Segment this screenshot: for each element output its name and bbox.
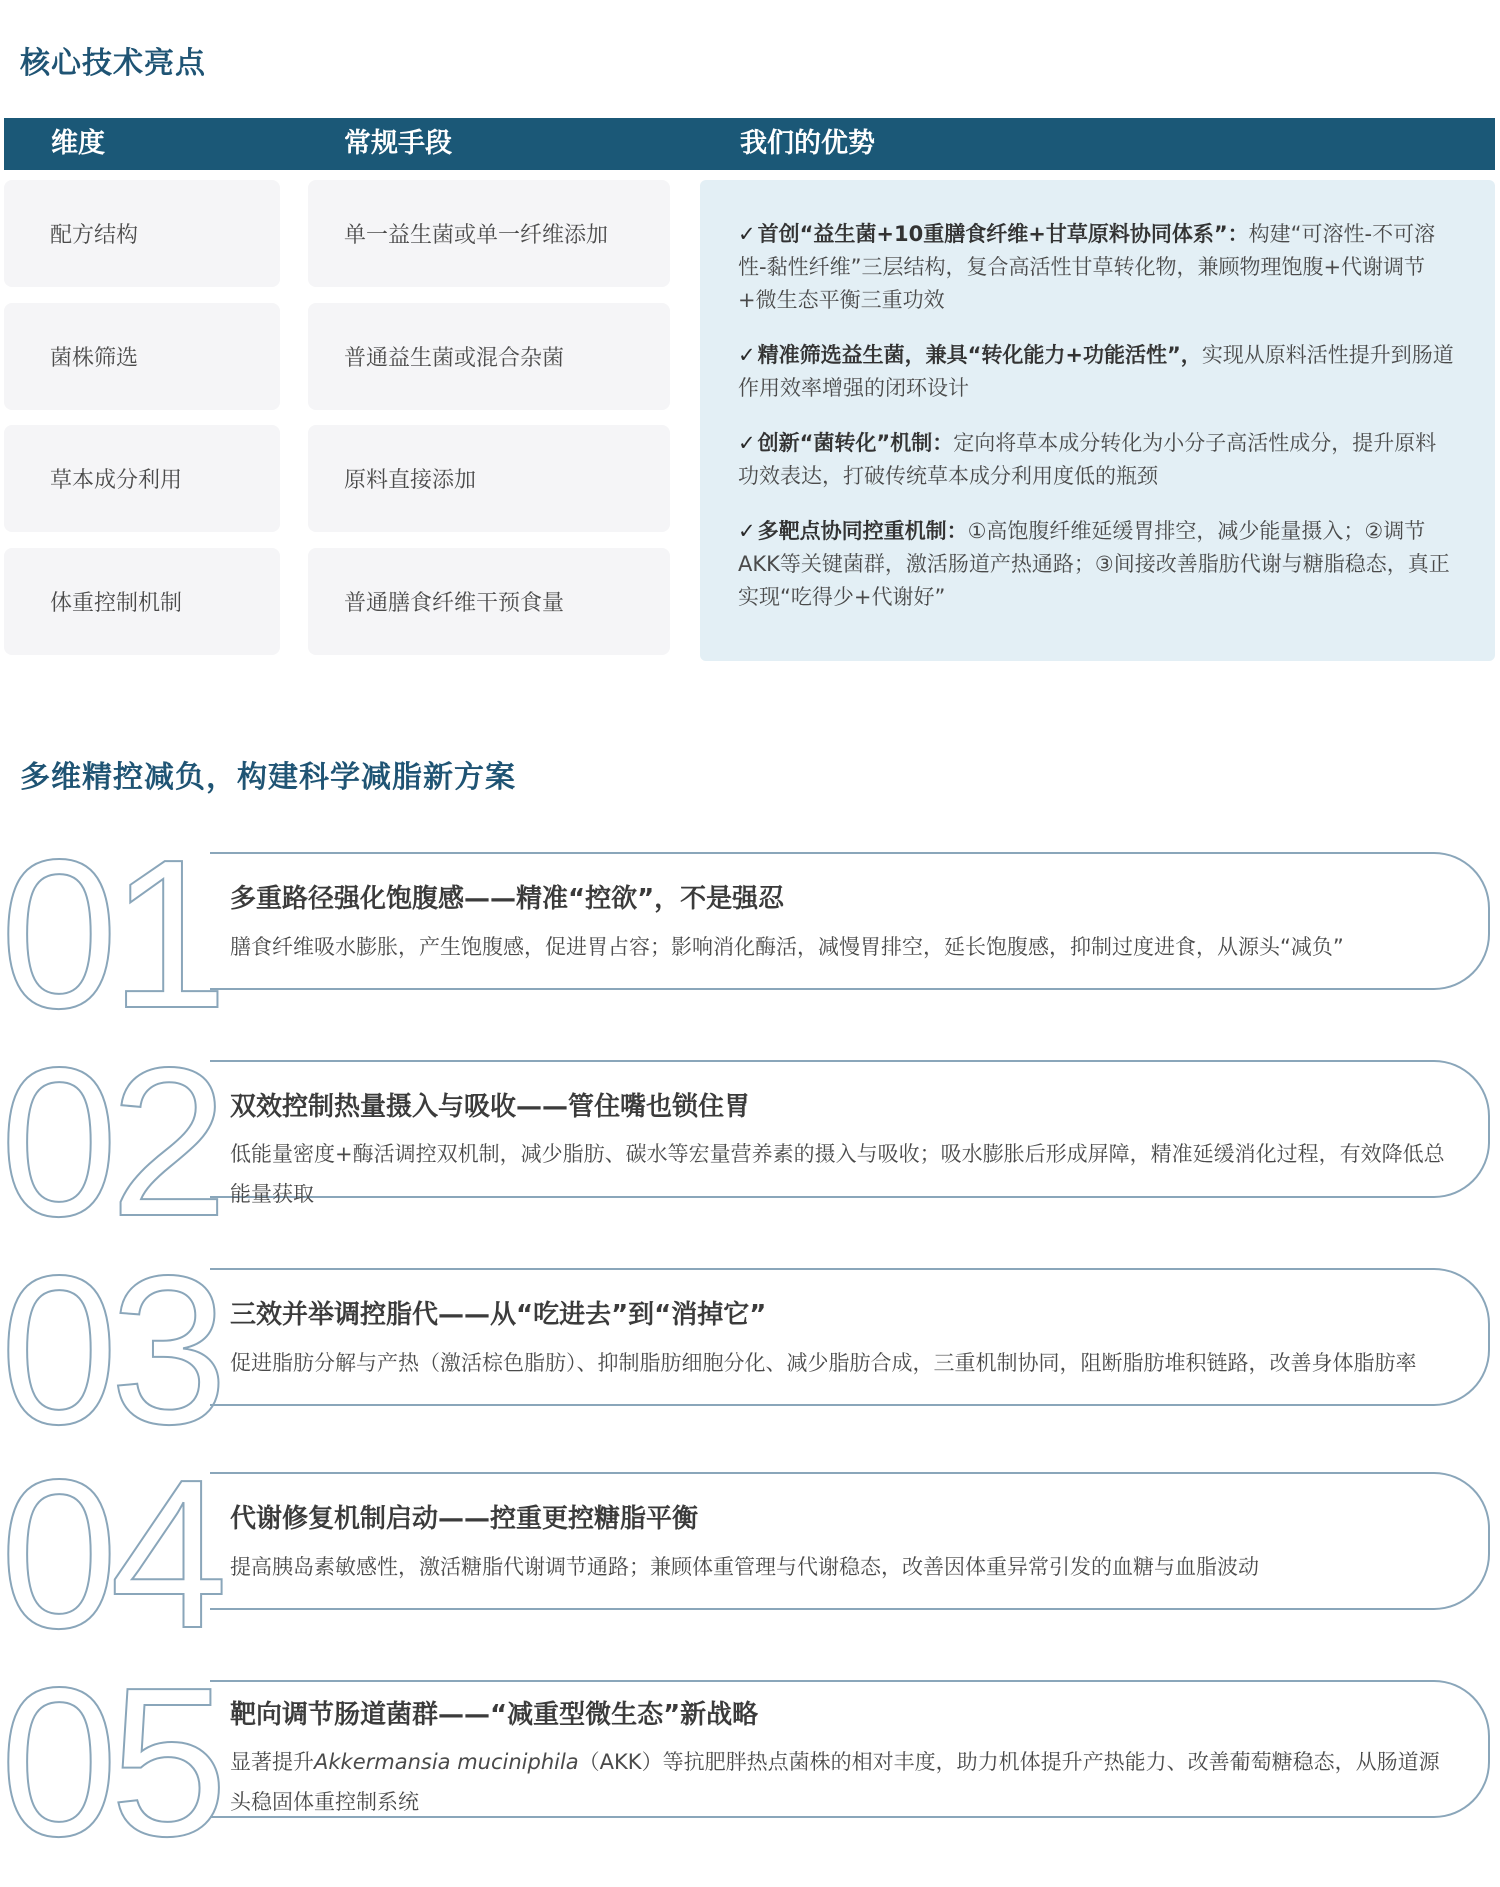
advantage-text: 定向将草本成分转化为小分子高活性成分，提升原料功效表达，打破传统草本成分利用度低的瓶颈 (738, 431, 1437, 488)
feature-number: 02 (0, 1023, 220, 1260)
dimension-cell: 菌株筛选 (4, 303, 280, 410)
advantages-panel (700, 180, 1495, 661)
dimension-cell: 草本成分利用 (4, 425, 280, 532)
conventional-cell: 普通益生菌或混合杂菌 (308, 303, 670, 410)
feature-card (210, 1472, 1490, 1610)
conventional-cell: 普通膳食纤维干预食量 (308, 548, 670, 655)
feature-desc-prefix: 显著提升 (230, 1750, 314, 1774)
feature-card (210, 1680, 1490, 1818)
feature-title: 代谢修复机制启动——控重更控糖脂平衡 (230, 1504, 699, 1534)
conventional-cell: 单一益生菌或单一纤维添加 (308, 180, 670, 287)
advantage-text: ①高饱腹纤维延缓胃排空，减少能量摄入；②调节AKK等关键菌群，激活肠道产热通路；③间接改善脂肪代谢与糖脂稳态，真正实现“吃得少+代谢好” (738, 519, 1450, 609)
feature-desc: 低能量密度+酶活调控双机制，减少脂肪、碳水等宏量营养素的摄入与吸收；吸水膨胀后形成屏障，精准延缓消化过程，有效降低总能量获取 (230, 1142, 1445, 1206)
feature-number: 05 (0, 1643, 220, 1880)
feature-desc: 促进脂肪分解与产热（激活棕色脂肪）、抑制脂肪细胞分化、减少脂肪合成，三重机制协同，阻断脂肪堆积链路，改善身体脂肪率 (230, 1351, 1417, 1375)
conventional-cell: 原料直接添加 (308, 425, 670, 532)
check-icon: ✓ (738, 343, 756, 367)
feature-title: 三效并举调控脂代——从“吃进去”到“消掉它” (230, 1300, 767, 1330)
advantage-highlight: 首创“益生菌+10重膳食纤维+甘草原料协同体系”： (757, 222, 1249, 246)
dimension-cell: 配方结构 (4, 180, 280, 287)
feature-desc: 膳食纤维吸水膨胀，产生饱腹感，促进胃占容；影响消化酶活，减慢胃排空，延长饱腹感，抑制过度进食，从源头“减负” (230, 935, 1344, 959)
advantage-item (738, 427, 1455, 493)
check-icon: ✓ (738, 431, 756, 455)
section-title-solution: 多维精控减负，构建科学减脂新方案 (20, 760, 516, 795)
advantage-highlight: 精准筛选益生菌，兼具“转化能力+功能活性”， (757, 343, 1202, 367)
feature-desc-suffix: （AKK）等抗肥胖热点菌株的相对丰度，助力机体提升产热能力、改善葡萄糖稳态，从肠道源头稳固体重控制系统 (230, 1750, 1440, 1814)
dimension-cell: 体重控制机制 (4, 548, 280, 655)
check-icon: ✓ (738, 222, 756, 246)
feature-number: 04 (0, 1435, 220, 1672)
feature-card (210, 1060, 1490, 1206)
advantage-item (738, 218, 1455, 317)
comparison-table-header (4, 118, 1495, 170)
advantage-text: 实现从原料活性提升到肠道作用效率增强的闭环设计 (738, 343, 1454, 400)
section-title-highlights: 核心技术亮点 (20, 46, 206, 81)
feature-title: 靶向调节肠道菌群——“减重型微生态”新战略 (230, 1700, 759, 1730)
feature-desc (230, 1742, 1448, 1822)
feature-desc: 提高胰岛素敏感性，激活糖脂代谢调节通路；兼顾体重管理与代谢稳态，改善因体重异常引发的血糖与血脂波动 (230, 1555, 1259, 1579)
header-dimension: 维度 (51, 128, 105, 159)
feature-desc-species: Akkermansia muciniphila (314, 1750, 579, 1774)
advantage-item (738, 515, 1455, 614)
feature-title: 多重路径强化饱腹感——精准“控欲”，不是强忍 (230, 884, 785, 914)
advantage-highlight: 创新“菌转化”机制： (757, 431, 954, 455)
advantage-text: 构建“可溶性-不可溶性-黏性纤维”三层结构，复合高活性甘草转化物，兼顾物理饱腹+代谢调节+微生态平衡三重功效 (738, 222, 1436, 312)
feature-number: 03 (0, 1231, 220, 1468)
header-advantage: 我们的优势 (740, 128, 875, 159)
feature-title: 双效控制热量摄入与吸收——管住嘴也锁住胃 (230, 1092, 751, 1122)
feature-card (210, 852, 1490, 990)
advantage-item (738, 339, 1455, 405)
check-icon: ✓ (738, 519, 756, 543)
feature-card (210, 1268, 1490, 1406)
feature-number: 01 (0, 815, 220, 1052)
advantage-highlight: 多靶点协同控重机制： (757, 519, 968, 543)
header-conventional: 常规手段 (344, 128, 452, 159)
